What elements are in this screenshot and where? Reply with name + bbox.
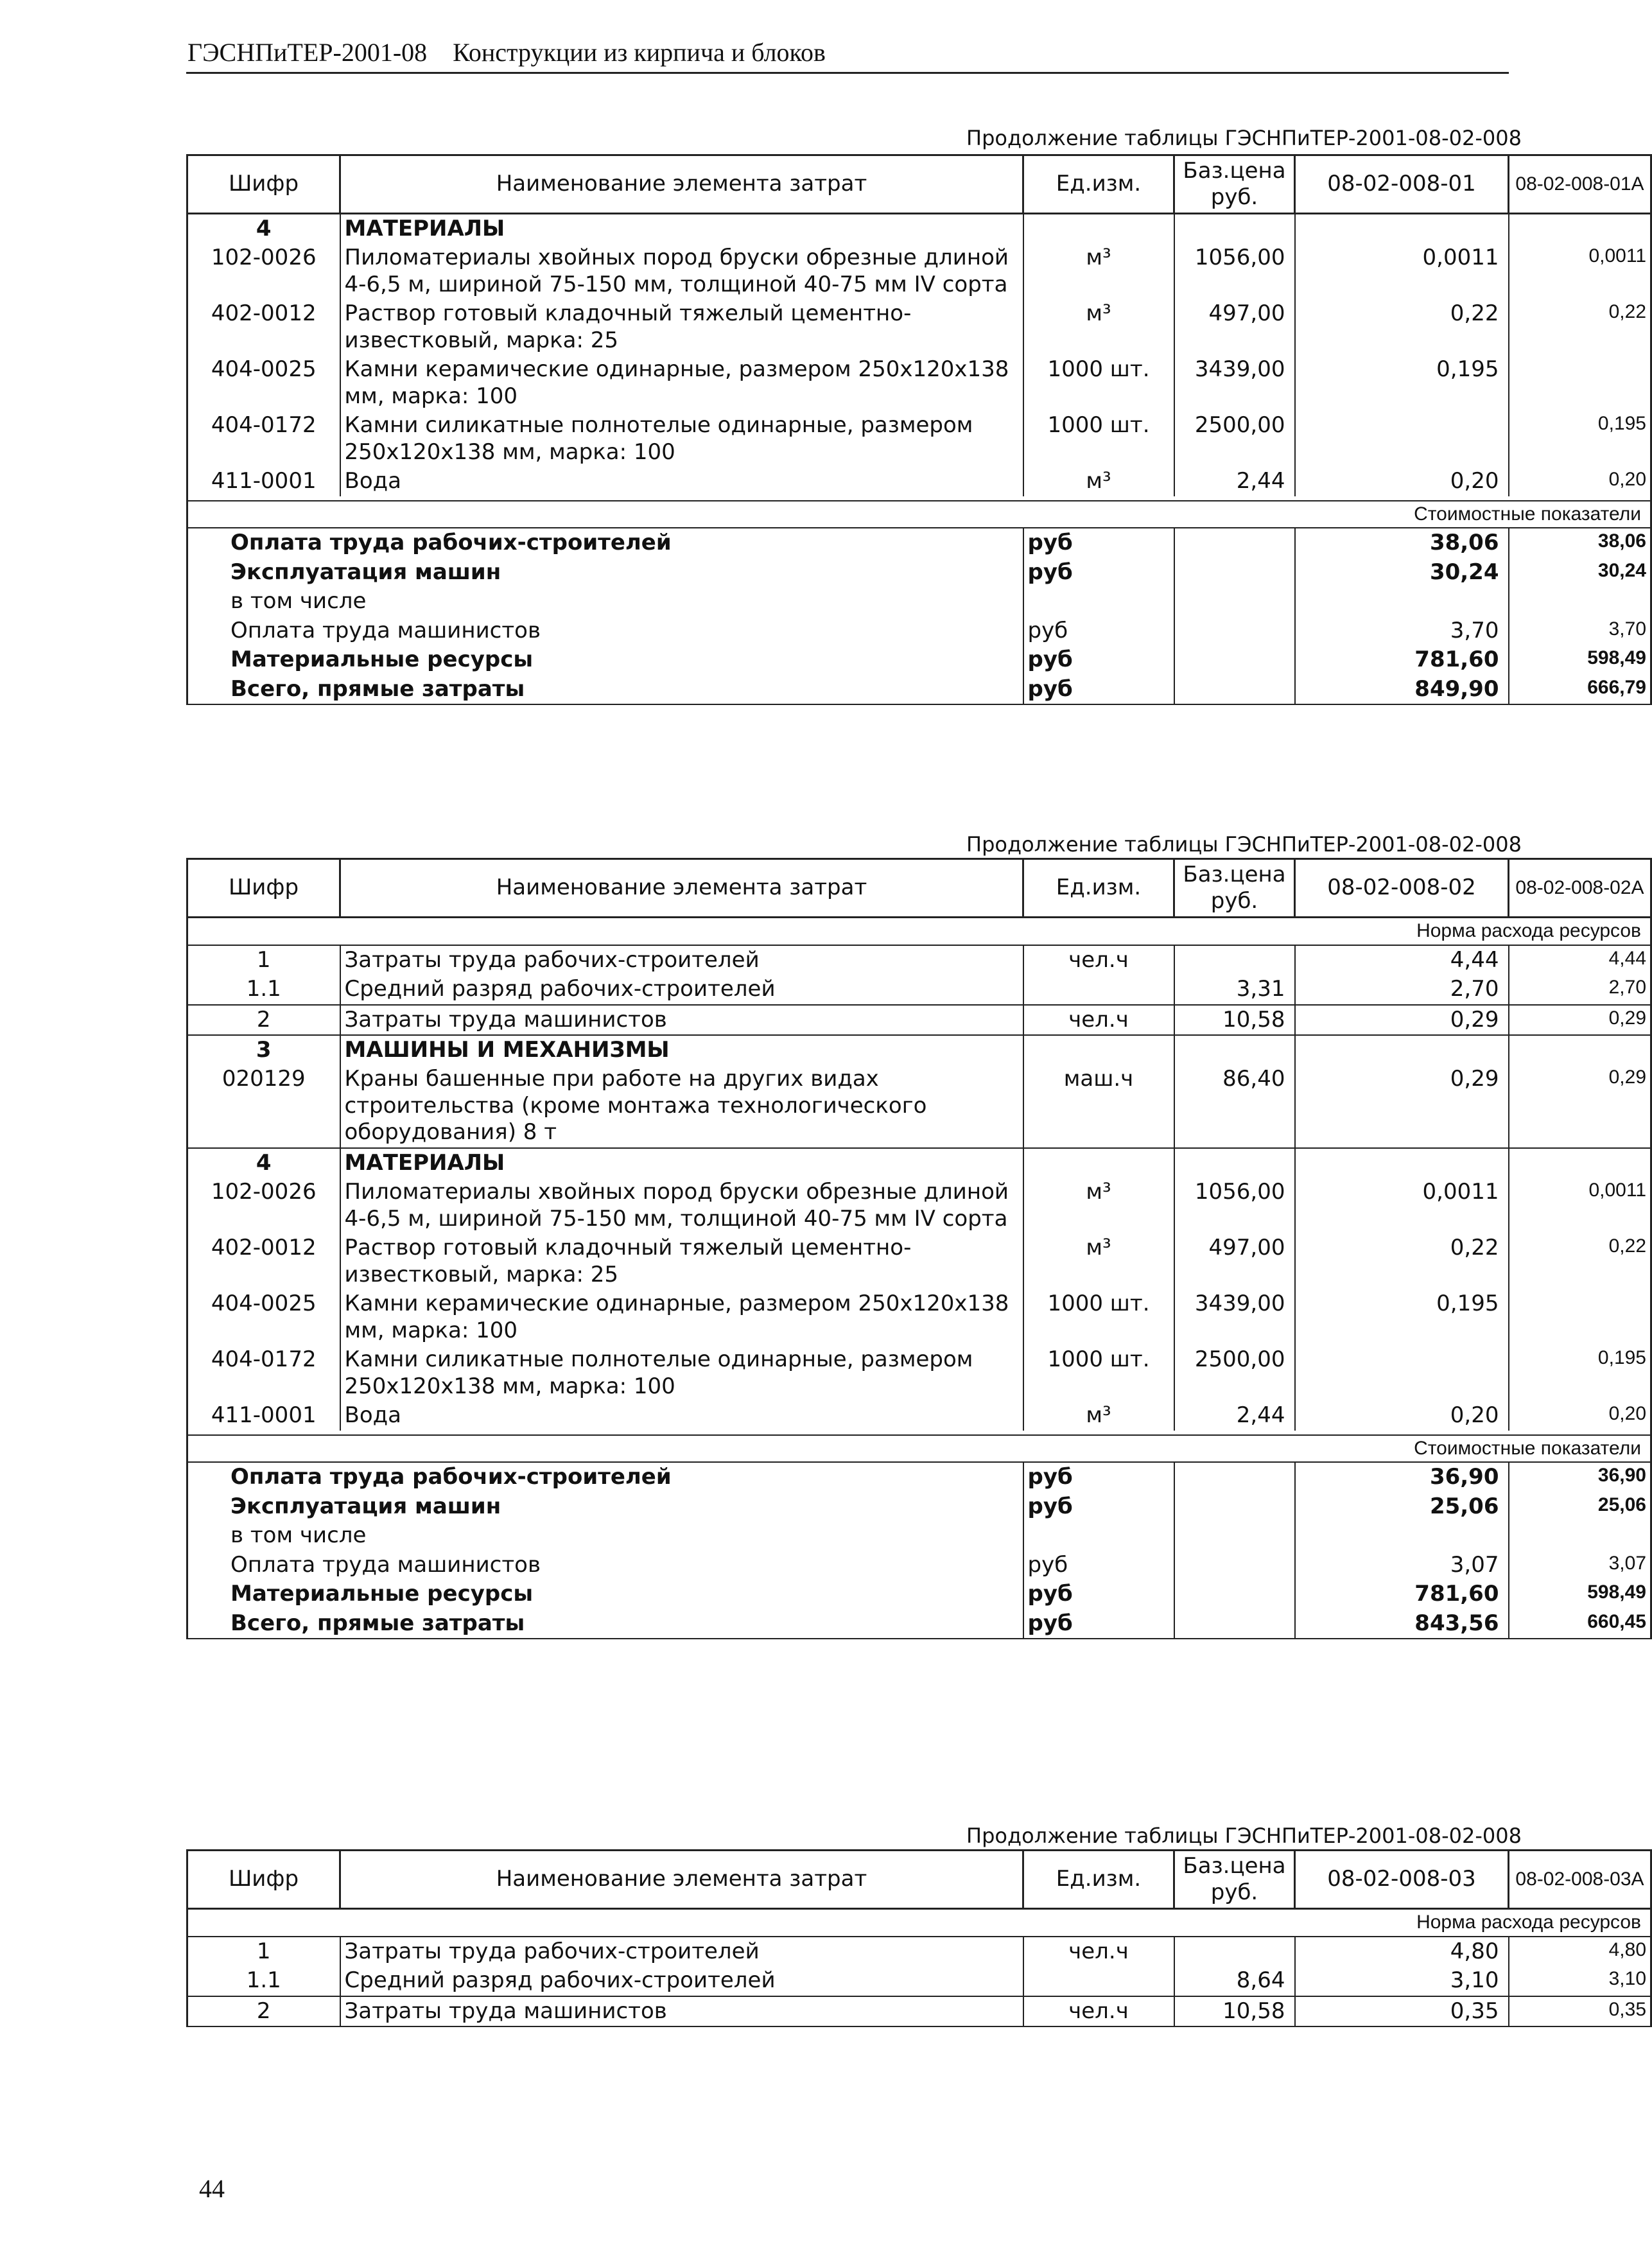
cost-row bbox=[187, 675, 1651, 704]
col-code-header: Шифр bbox=[187, 859, 340, 918]
empty-cell bbox=[1174, 1462, 1295, 1492]
spacer-row bbox=[187, 1431, 1651, 1435]
cost-value-1: 36,90 bbox=[1295, 1462, 1509, 1492]
empty-cell bbox=[1023, 1035, 1174, 1065]
table-1 bbox=[186, 154, 1652, 705]
row-price: 2,44 bbox=[1174, 1401, 1295, 1430]
row-price: 8,64 bbox=[1174, 1966, 1295, 1996]
cost-value-1: 30,24 bbox=[1295, 558, 1509, 587]
row-value-1: 0,29 bbox=[1295, 1005, 1509, 1035]
row-value-1 bbox=[1295, 411, 1509, 467]
norm-label-row bbox=[187, 1909, 1651, 1937]
cost-row bbox=[187, 616, 1651, 645]
empty-cell bbox=[1509, 1148, 1651, 1178]
row-value-2: 0,35 bbox=[1509, 1996, 1651, 2026]
row-name: Камни керамические одинарные, размером 250x120x138 мм, марка: 100 bbox=[340, 1289, 1023, 1345]
cost-label: Оплата труда машинистов bbox=[187, 1551, 1023, 1580]
cost-value-2: 598,49 bbox=[1509, 645, 1651, 674]
header-rule bbox=[186, 72, 1509, 74]
t3-body bbox=[187, 1909, 1651, 2027]
row-value-1: 4,44 bbox=[1295, 945, 1509, 975]
row-unit: м³ bbox=[1023, 243, 1174, 299]
section-title: МАШИНЫ И МЕХАНИЗМЫ bbox=[340, 1035, 1023, 1065]
table-header-row bbox=[187, 1851, 1651, 1909]
row-code: 102-0026 bbox=[187, 1178, 340, 1233]
row-unit: м³ bbox=[1023, 299, 1174, 355]
cost-value-1 bbox=[1295, 1521, 1509, 1550]
row-value-1 bbox=[1295, 1345, 1509, 1401]
cost-value-2: 25,06 bbox=[1509, 1492, 1651, 1521]
cost-unit: руб bbox=[1023, 616, 1174, 645]
cost-row bbox=[187, 1492, 1651, 1521]
cost-unit bbox=[1023, 1521, 1174, 1550]
material-row bbox=[187, 243, 1651, 299]
cost-row bbox=[187, 645, 1651, 674]
cost-row bbox=[187, 1521, 1651, 1550]
row-price: 497,00 bbox=[1174, 1233, 1295, 1289]
cost-value-2: 30,24 bbox=[1509, 558, 1651, 587]
empty-cell bbox=[1174, 1551, 1295, 1580]
material-row bbox=[187, 411, 1651, 467]
row-name: Вода bbox=[340, 467, 1023, 496]
row-price: 2500,00 bbox=[1174, 411, 1295, 467]
cost-unit: руб bbox=[1023, 645, 1174, 674]
cost-value-2 bbox=[1509, 587, 1651, 616]
row-value-1: 0,20 bbox=[1295, 1401, 1509, 1430]
empty-cell bbox=[1023, 214, 1174, 244]
col-name-header: Наименование элемента затрат bbox=[340, 155, 1023, 214]
cost-unit bbox=[1023, 587, 1174, 616]
t1-body bbox=[187, 214, 1651, 705]
cost-value-2: 660,45 bbox=[1509, 1609, 1651, 1639]
row-code: 1 bbox=[187, 1937, 340, 1966]
cost-unit: руб bbox=[1023, 1551, 1174, 1580]
row-value-1: 3,10 bbox=[1295, 1966, 1509, 1996]
row-unit: м³ bbox=[1023, 1401, 1174, 1430]
row-unit: маш.ч bbox=[1023, 1065, 1174, 1147]
row-unit: 1000 шт. bbox=[1023, 411, 1174, 467]
row-value-2: 0,195 bbox=[1509, 1345, 1651, 1401]
section-title: МАТЕРИАЛЫ bbox=[340, 1148, 1023, 1178]
cost-value-2: 38,06 bbox=[1509, 528, 1651, 557]
cost-unit: руб bbox=[1023, 558, 1174, 587]
section-materials bbox=[187, 1148, 1651, 1178]
cost-value-2 bbox=[1509, 1521, 1651, 1550]
empty-cell bbox=[1023, 1148, 1174, 1178]
table-header-row bbox=[187, 859, 1651, 918]
row-name: Затраты труда рабочих-строителей bbox=[340, 945, 1023, 975]
empty-cell bbox=[1174, 1035, 1295, 1065]
row-unit: м³ bbox=[1023, 467, 1174, 496]
cost-unit: руб bbox=[1023, 675, 1174, 704]
row-code: 402-0012 bbox=[187, 299, 340, 355]
doc-code: ГЭСНПиТЕР-2001-08 bbox=[187, 38, 428, 67]
cost-label: Всего, прямые затраты bbox=[187, 1609, 1023, 1639]
cost-label: Всего, прямые затраты bbox=[187, 675, 1023, 704]
cost-label: Оплата труда машинистов bbox=[187, 616, 1023, 645]
spacer-cell bbox=[187, 496, 1651, 501]
row-name: Камни керамические одинарные, размером 250x120x138 мм, марка: 100 bbox=[340, 355, 1023, 411]
row-unit: чел.ч bbox=[1023, 1996, 1174, 2026]
cost-value-1: 38,06 bbox=[1295, 528, 1509, 557]
section-machines bbox=[187, 1035, 1651, 1065]
cost-label: Материальные ресурсы bbox=[187, 1580, 1023, 1608]
row-value-1: 0,195 bbox=[1295, 355, 1509, 411]
row-unit: м³ bbox=[1023, 1178, 1174, 1233]
cost-value-1: 781,60 bbox=[1295, 1580, 1509, 1608]
col-price-header: Баз.цена руб. bbox=[1174, 1851, 1295, 1909]
material-row bbox=[187, 467, 1651, 496]
row-name: Пиломатериалы хвойных пород бруски обрезные длиной 4-6,5 м, шириной 75-150 мм, толщиной 40-75 мм IV сорта bbox=[340, 243, 1023, 299]
row-name: Раствор готовый кладочный тяжелый цементно-известковый, марка: 25 bbox=[340, 299, 1023, 355]
section-label: Норма расхода ресурсов bbox=[187, 1909, 1651, 1937]
row-value-2: 0,22 bbox=[1509, 1233, 1651, 1289]
empty-cell bbox=[1174, 558, 1295, 587]
row-code: 1.1 bbox=[187, 1966, 340, 1996]
cost-label: Эксплуатация машин bbox=[187, 1492, 1023, 1521]
empty-cell bbox=[1174, 1580, 1295, 1608]
row-value-1: 0,22 bbox=[1295, 1233, 1509, 1289]
row-value-2: 0,29 bbox=[1509, 1065, 1651, 1147]
material-row bbox=[187, 299, 1651, 355]
row-unit: чел.ч bbox=[1023, 1005, 1174, 1035]
empty-cell bbox=[1174, 587, 1295, 616]
empty-cell bbox=[1174, 1609, 1295, 1639]
cost-unit: руб bbox=[1023, 1462, 1174, 1492]
row-price: 86,40 bbox=[1174, 1065, 1295, 1147]
row-value-1: 0,22 bbox=[1295, 299, 1509, 355]
row-name: Вода bbox=[340, 1401, 1023, 1430]
col-norm2-header: 08-02-008-02А bbox=[1509, 859, 1651, 918]
section-number: 4 bbox=[187, 214, 340, 244]
row-price: 2,44 bbox=[1174, 467, 1295, 496]
row-value-2: 0,195 bbox=[1509, 411, 1651, 467]
page-header bbox=[187, 37, 826, 67]
row-value-1: 0,195 bbox=[1295, 1289, 1509, 1345]
cost-label: в том числе bbox=[187, 587, 1023, 616]
cost-row bbox=[187, 558, 1651, 587]
empty-cell bbox=[1174, 675, 1295, 704]
row-name: Камни силикатные полнотелые одинарные, размером 250x120x138 мм, марка: 100 bbox=[340, 411, 1023, 467]
empty-cell bbox=[1174, 528, 1295, 557]
labor-row bbox=[187, 975, 1651, 1004]
section-label: Стоимостные показатели bbox=[187, 501, 1651, 528]
row-name: Средний разряд рабочих-строителей bbox=[340, 1966, 1023, 1996]
empty-cell bbox=[1295, 1148, 1509, 1178]
norm-label-row bbox=[187, 918, 1651, 945]
cost-unit: руб bbox=[1023, 528, 1174, 557]
row-value-1: 4,80 bbox=[1295, 1937, 1509, 1966]
continuation-label-2: Продолжение таблицы ГЭСНПиТЕР-2001-08-02-008 bbox=[966, 832, 1522, 857]
material-row bbox=[187, 1178, 1651, 1233]
col-norm1-header: 08-02-008-01 bbox=[1295, 155, 1509, 214]
empty-cell bbox=[1174, 1492, 1295, 1521]
row-code: 020129 bbox=[187, 1065, 340, 1147]
row-code: 404-0172 bbox=[187, 411, 340, 467]
section-title: МАТЕРИАЛЫ bbox=[340, 214, 1023, 244]
row-code: 402-0012 bbox=[187, 1233, 340, 1289]
material-row bbox=[187, 1289, 1651, 1345]
cost-label: Материальные ресурсы bbox=[187, 645, 1023, 674]
table-2 bbox=[186, 858, 1652, 1639]
cost-value-1: 3,70 bbox=[1295, 616, 1509, 645]
continuation-label-1: Продолжение таблицы ГЭСНПиТЕР-2001-08-02-008 bbox=[966, 126, 1522, 150]
page-number: 44 bbox=[199, 2174, 225, 2203]
col-norm2-header: 08-02-008-01А bbox=[1509, 155, 1651, 214]
table-3 bbox=[186, 1849, 1652, 2027]
section-label: Норма расхода ресурсов bbox=[187, 918, 1651, 945]
row-unit: 1000 шт. bbox=[1023, 1289, 1174, 1345]
machine-row bbox=[187, 1065, 1651, 1147]
row-value-2: 0,0011 bbox=[1509, 243, 1651, 299]
doc-title: Конструкции из кирпича и блоков bbox=[453, 38, 826, 67]
row-value-1: 0,0011 bbox=[1295, 243, 1509, 299]
col-norm1-header: 08-02-008-02 bbox=[1295, 859, 1509, 918]
section-number: 3 bbox=[187, 1035, 340, 1065]
row-value-2: 3,10 bbox=[1509, 1966, 1651, 1996]
cost-value-1: 3,07 bbox=[1295, 1551, 1509, 1580]
col-unit-header: Ед.изм. bbox=[1023, 859, 1174, 918]
cost-value-2: 3,07 bbox=[1509, 1551, 1651, 1580]
cost-unit: руб bbox=[1023, 1492, 1174, 1521]
col-norm1-header: 08-02-008-03 bbox=[1295, 1851, 1509, 1909]
row-value-1: 2,70 bbox=[1295, 975, 1509, 1004]
col-unit-header: Ед.изм. bbox=[1023, 155, 1174, 214]
cost-row bbox=[187, 1580, 1651, 1608]
empty-cell bbox=[1295, 214, 1509, 244]
row-value-2: 4,80 bbox=[1509, 1937, 1651, 1966]
row-price: 3439,00 bbox=[1174, 1289, 1295, 1345]
row-value-2: 0,20 bbox=[1509, 1401, 1651, 1430]
empty-cell bbox=[1174, 214, 1295, 244]
empty-cell bbox=[1174, 645, 1295, 674]
row-code: 102-0026 bbox=[187, 243, 340, 299]
labor-row bbox=[187, 1996, 1651, 2026]
spacer-row bbox=[187, 496, 1651, 501]
empty-cell bbox=[1174, 1148, 1295, 1178]
row-value-1: 0,29 bbox=[1295, 1065, 1509, 1147]
labor-row bbox=[187, 1005, 1651, 1035]
cost-value-1: 781,60 bbox=[1295, 645, 1509, 674]
row-value-2 bbox=[1509, 355, 1651, 411]
row-code: 404-0172 bbox=[187, 1345, 340, 1401]
row-unit: 1000 шт. bbox=[1023, 355, 1174, 411]
section-number: 4 bbox=[187, 1148, 340, 1178]
row-code: 404-0025 bbox=[187, 1289, 340, 1345]
continuation-label-3: Продолжение таблицы ГЭСНПиТЕР-2001-08-02-008 bbox=[966, 1824, 1522, 1848]
row-value-2: 0,20 bbox=[1509, 467, 1651, 496]
row-value-2: 2,70 bbox=[1509, 975, 1651, 1004]
row-unit: 1000 шт. bbox=[1023, 1345, 1174, 1401]
material-row bbox=[187, 1401, 1651, 1430]
spacer-cell bbox=[187, 1431, 1651, 1435]
cost-value-2: 3,70 bbox=[1509, 616, 1651, 645]
cost-value-1: 849,90 bbox=[1295, 675, 1509, 704]
col-name-header: Наименование элемента затрат bbox=[340, 859, 1023, 918]
row-name: Пиломатериалы хвойных пород бруски обрезные длиной 4-6,5 м, шириной 75-150 мм, толщиной 40-75 мм IV сорта bbox=[340, 1178, 1023, 1233]
row-price bbox=[1174, 1937, 1295, 1966]
row-value-2: 4,44 bbox=[1509, 945, 1651, 975]
row-price: 2500,00 bbox=[1174, 1345, 1295, 1401]
material-row bbox=[187, 1345, 1651, 1401]
row-name: Затраты труда рабочих-строителей bbox=[340, 1937, 1023, 1966]
col-price-header: Баз.цена руб. bbox=[1174, 859, 1295, 918]
row-code: 1.1 bbox=[187, 975, 340, 1004]
cost-row bbox=[187, 1462, 1651, 1492]
row-price: 10,58 bbox=[1174, 1996, 1295, 2026]
cost-unit: руб bbox=[1023, 1609, 1174, 1639]
row-name: Раствор готовый кладочный тяжелый цементно-известковый, марка: 25 bbox=[340, 1233, 1023, 1289]
col-name-header: Наименование элемента затрат bbox=[340, 1851, 1023, 1909]
cost-label: в том числе bbox=[187, 1521, 1023, 1550]
empty-cell bbox=[1295, 1035, 1509, 1065]
row-code: 2 bbox=[187, 1005, 340, 1035]
row-unit bbox=[1023, 1966, 1174, 1996]
row-name: Камни силикатные полнотелые одинарные, размером 250x120x138 мм, марка: 100 bbox=[340, 1345, 1023, 1401]
cost-unit: руб bbox=[1023, 1580, 1174, 1608]
cost-value-2: 666,79 bbox=[1509, 675, 1651, 704]
material-row bbox=[187, 355, 1651, 411]
row-name: Затраты труда машинистов bbox=[340, 1005, 1023, 1035]
row-unit: чел.ч bbox=[1023, 1937, 1174, 1966]
section-label: Стоимостные показатели bbox=[187, 1435, 1651, 1463]
row-price: 3439,00 bbox=[1174, 355, 1295, 411]
row-name: Затраты труда машинистов bbox=[340, 1996, 1023, 2026]
row-value-1: 0,35 bbox=[1295, 1996, 1509, 2026]
cost-label: Оплата труда рабочих-строителей bbox=[187, 528, 1023, 557]
row-name: Краны башенные при работе на других видах строительства (кроме монтажа технологического оборудования) 8 т bbox=[340, 1065, 1023, 1147]
row-value-2 bbox=[1509, 1289, 1651, 1345]
row-code: 411-0001 bbox=[187, 1401, 340, 1430]
cost-value-1: 843,56 bbox=[1295, 1609, 1509, 1639]
row-code: 411-0001 bbox=[187, 467, 340, 496]
row-price: 3,31 bbox=[1174, 975, 1295, 1004]
empty-cell bbox=[1509, 1035, 1651, 1065]
row-value-2: 0,29 bbox=[1509, 1005, 1651, 1035]
row-code: 2 bbox=[187, 1996, 340, 2026]
cost-value-1: 25,06 bbox=[1295, 1492, 1509, 1521]
row-value-1: 0,20 bbox=[1295, 467, 1509, 496]
empty-cell bbox=[1509, 214, 1651, 244]
row-value-2: 0,0011 bbox=[1509, 1178, 1651, 1233]
col-code-header: Шифр bbox=[187, 1851, 340, 1909]
row-price: 10,58 bbox=[1174, 1005, 1295, 1035]
row-code: 1 bbox=[187, 945, 340, 975]
cost-row bbox=[187, 528, 1651, 557]
table-header-row bbox=[187, 155, 1651, 214]
material-row bbox=[187, 1233, 1651, 1289]
section-materials bbox=[187, 214, 1651, 244]
cost-row bbox=[187, 587, 1651, 616]
row-unit: м³ bbox=[1023, 1233, 1174, 1289]
empty-cell bbox=[1174, 1521, 1295, 1550]
row-unit bbox=[1023, 975, 1174, 1004]
col-price-header: Баз.цена руб. bbox=[1174, 155, 1295, 214]
row-price: 497,00 bbox=[1174, 299, 1295, 355]
cost-row bbox=[187, 1609, 1651, 1639]
col-norm2-header: 08-02-008-03А bbox=[1509, 1851, 1651, 1909]
cost-label-row bbox=[187, 1435, 1651, 1463]
cost-value-1 bbox=[1295, 587, 1509, 616]
cost-value-2: 598,49 bbox=[1509, 1580, 1651, 1608]
labor-row bbox=[187, 1937, 1651, 1966]
t2-body bbox=[187, 918, 1651, 1639]
row-name: Средний разряд рабочих-строителей bbox=[340, 975, 1023, 1004]
row-code: 404-0025 bbox=[187, 355, 340, 411]
cost-label-row bbox=[187, 501, 1651, 528]
row-price bbox=[1174, 945, 1295, 975]
cost-label: Эксплуатация машин bbox=[187, 558, 1023, 587]
empty-cell bbox=[1174, 616, 1295, 645]
labor-row bbox=[187, 945, 1651, 975]
col-code-header: Шифр bbox=[187, 155, 340, 214]
row-value-1: 0,0011 bbox=[1295, 1178, 1509, 1233]
labor-row bbox=[187, 1966, 1651, 1996]
row-value-2: 0,22 bbox=[1509, 299, 1651, 355]
cost-label: Оплата труда рабочих-строителей bbox=[187, 1462, 1023, 1492]
row-price: 1056,00 bbox=[1174, 243, 1295, 299]
col-unit-header: Ед.изм. bbox=[1023, 1851, 1174, 1909]
cost-value-2: 36,90 bbox=[1509, 1462, 1651, 1492]
cost-row bbox=[187, 1551, 1651, 1580]
row-price: 1056,00 bbox=[1174, 1178, 1295, 1233]
row-unit: чел.ч bbox=[1023, 945, 1174, 975]
